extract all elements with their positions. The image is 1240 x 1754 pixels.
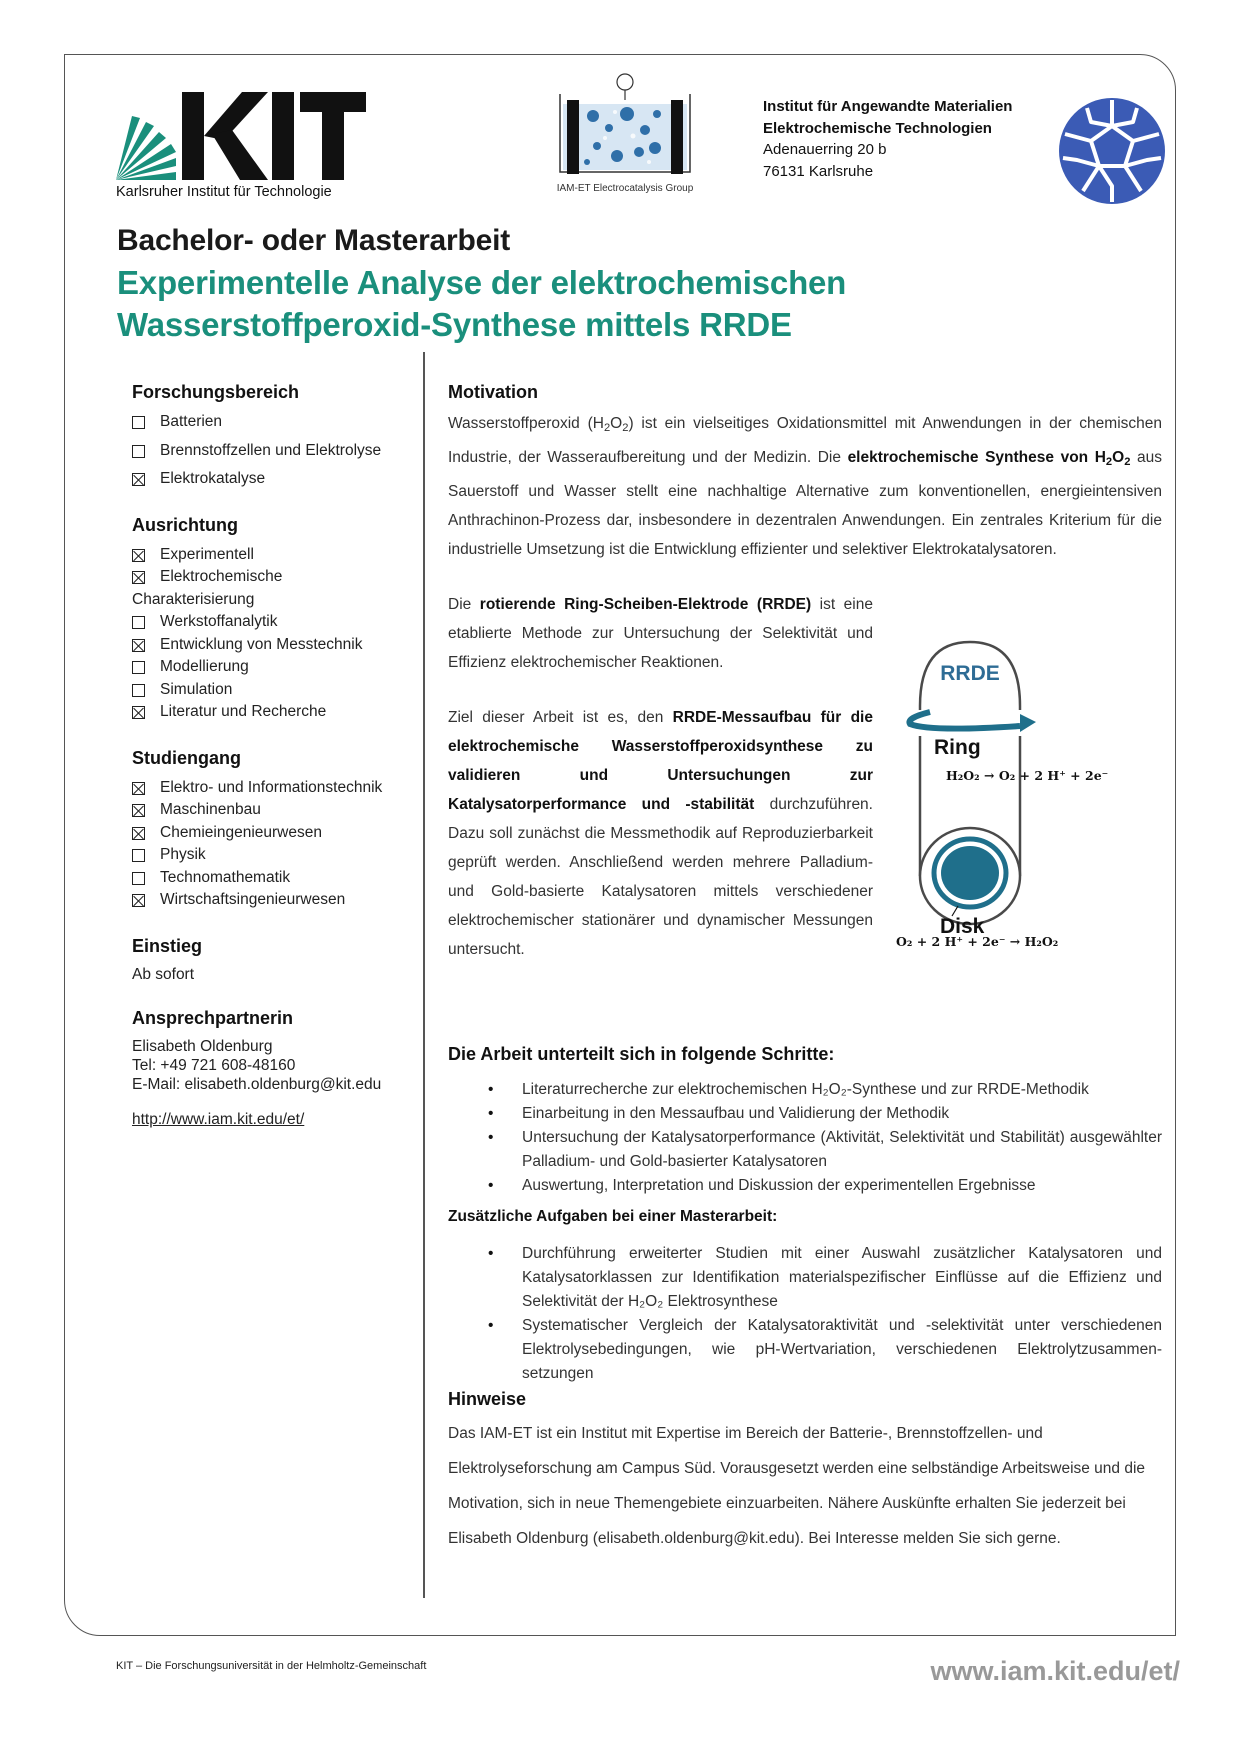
checkbox-label: Entwicklung von Messtechnik — [160, 635, 363, 653]
motivation-heading: Motivation — [448, 382, 538, 402]
section-heading: Ausrichtung — [132, 514, 238, 535]
checked-box-icon — [132, 894, 145, 907]
checked-box-icon — [132, 706, 145, 719]
study-section — [132, 748, 412, 912]
checkbox-item — [132, 822, 412, 845]
address-city: 76131 Karlsruhe — [763, 162, 874, 180]
checkbox-label: Elektrokatalyse — [160, 470, 266, 487]
sidebar — [132, 382, 412, 1153]
checkbox-item — [132, 867, 412, 890]
kit-logo-graphic — [116, 92, 366, 180]
rrde-title: RRDE — [940, 662, 1000, 685]
group-logo — [545, 70, 705, 200]
motivation-paragraph-2: Die rotierende Ring-Scheiben-Elektrode (RRDE) ist eine etablierte Methode zur Untersuchung der Selektivität und Effizienz elektrochemischer Reaktionen. — [448, 595, 873, 671]
rrde-diagram — [890, 640, 1150, 946]
section-heading: Einstieg — [132, 935, 203, 956]
institute-name: Institut für Angewandte Materialien — [763, 98, 1013, 115]
checkbox-label: Maschinenbau — [160, 801, 261, 818]
checkbox-item — [132, 566, 412, 589]
steps-list — [448, 1078, 1162, 1198]
checkbox-icon — [132, 849, 145, 862]
checked-box-icon — [132, 473, 145, 486]
section-heading: Studiengang — [132, 747, 241, 768]
checkbox-label: Batterien — [160, 413, 223, 430]
section-heading: Forschungsbereich — [132, 382, 300, 402]
thesis-title-line1: Experimentelle Analyse der elektrochemischen — [117, 264, 847, 301]
list-item: • Literaturrecherche zur elektrochemischen H₂O₂-Synthese und zur RRDE-Methodik — [448, 1078, 1162, 1102]
institute-link[interactable]: http://www.iam.kit.edu/et/ — [132, 1110, 305, 1128]
institute-address — [763, 96, 1012, 182]
thesis-type: Bachelor- oder Masterarbeit — [117, 224, 511, 257]
checkbox-icon — [132, 661, 145, 674]
checkbox-label: Simulation — [160, 680, 233, 698]
checkbox-item — [132, 611, 412, 634]
group-caption: IAM-ET Electrocatalysis Group — [556, 183, 694, 194]
checkbox-item — [132, 634, 412, 657]
footer-url[interactable]: www.iam.kit.edu/et/ — [930, 1656, 1180, 1686]
list-item: • Einarbeitung in den Messaufbau und Validierung der Methodik — [448, 1102, 1162, 1126]
checkbox-item — [132, 656, 412, 679]
checkbox-label: Literatur und Recherche — [160, 703, 327, 720]
start-section — [132, 936, 412, 984]
checkbox-label: Wirtschaftsingenieurwesen — [160, 891, 346, 908]
thesis-title-line2: Wasserstoffperoxid-Synthese mittels RRDE — [117, 306, 792, 343]
steps-heading: Die Arbeit unterteilt sich in folgende Schritte: — [448, 1044, 835, 1064]
focus-section — [132, 515, 412, 724]
contact-section — [132, 1008, 412, 1129]
checkbox-label: Chemieingenieurwesen — [160, 823, 322, 841]
checked-box-icon — [132, 639, 145, 652]
checkbox-item — [132, 679, 412, 702]
checked-box-icon — [132, 571, 145, 584]
power-icon — [617, 74, 633, 90]
checkbox-label: Werkstoffanalytik — [160, 613, 278, 630]
institute-department: Elektrochemische Technologien — [763, 119, 992, 137]
checkbox-item — [132, 844, 412, 867]
checkbox-icon — [132, 616, 145, 629]
column-divider — [423, 352, 425, 1598]
checkbox-item — [132, 468, 412, 491]
checkbox-label: Experimentell — [160, 545, 254, 563]
electrode-left — [567, 100, 579, 174]
ring-label: Ring — [934, 736, 981, 759]
list-item: • Auswertung, Interpretation und Diskussion der experimentellen Ergebnisse — [448, 1174, 1162, 1198]
checkbox-item — [132, 411, 412, 434]
checkbox-label: Elektro- und Informationstechnik — [160, 778, 383, 796]
kit-subtitle: Karlsruher Institut für Technologie — [116, 184, 332, 200]
checkbox-icon — [132, 416, 145, 429]
footer-tagline: KIT – Die Forschungsuniversität in der Helmholtz-Gemeinschaft — [116, 1660, 427, 1672]
checkbox-label-continued: Charakterisierung — [132, 590, 255, 608]
checkbox-item — [132, 889, 412, 912]
checked-box-icon — [132, 782, 145, 795]
contact-email: E-Mail: elisabeth.oldenburg@kit.edu — [132, 1075, 382, 1093]
ring-reaction: H₂O₂ → O₂ + 2 H⁺ + 2e⁻ — [946, 768, 1109, 783]
master-steps-list — [448, 1242, 1162, 1386]
checkbox-label: Brennstoffzellen und Elektrolyse — [160, 441, 382, 459]
motivation-paragraph-3: Ziel dieser Arbeit ist es, den RRDE-Messaufbau für die elektrochemische Wasserstoffperoxidsynthese zu validieren und Untersuchungen zur Katalysatorperformance und -stabilität durchzuführen. Dazu soll zunächst die Messmethodik auf Reproduzierbarkeit geprüft werden. Anschließend werden mehrere Palladium- und Gold-basierte Katalysatoren mittels verschiedener elektrochemischer stationärer und dynamischer Messungen untersucht. — [448, 708, 873, 958]
master-heading: Zusätzliche Aufgaben bei einer Masterarbeit: — [448, 1208, 778, 1225]
checkbox-label: Modellierung — [160, 658, 249, 675]
hints-heading: Hinweise — [448, 1389, 527, 1409]
electrode-right — [671, 100, 683, 174]
checkbox-item — [132, 701, 412, 724]
list-item: • Untersuchung der Katalysatorperformance (Aktivität, Selektivität und Stabilität) ausgewählter Palladium- und Gold-basierter Katalysatoren — [448, 1126, 1162, 1174]
research-section — [132, 382, 412, 491]
checkbox-icon — [132, 445, 145, 458]
disk-electrode — [941, 846, 999, 900]
checked-box-icon — [132, 827, 145, 840]
disk-reaction: O₂ + 2 H⁺ + 2e⁻ → H₂O₂ — [896, 934, 1059, 946]
checked-box-icon — [132, 804, 145, 817]
checkbox-icon — [132, 684, 145, 697]
list-item: • Systematischer Vergleich der Katalysatoraktivität und -selektivität unter verschiedenen Elektrolysebedingungen, wie pH-Wertvariation, verschiedenen Elektrolytzusammen-setzungen — [448, 1314, 1162, 1386]
thesis-title — [117, 262, 846, 346]
checkbox-item — [132, 799, 412, 822]
contact-phone: Tel: +49 721 608-48160 — [132, 1056, 296, 1074]
start-value: Ab sofort — [132, 965, 195, 983]
hints-paragraph: Das IAM-ET ist ein Institut mit Expertise im Bereich der Batterie-, Brennstoffzellen- und Elektrolyseforschung am Campus Süd. Vorausgesetzt werden eine selbständige Arbeitsweise und die Motivation, sich in neue Themengebiete einzuarbeiten. Nähere Auskünfte erhalten Sie jederzeit bei Elisabeth Oldenburg (elisabeth.oldenburg@kit.edu). Bei Interesse melden Sie sich gerne. — [448, 1425, 1146, 1547]
motivation-paragraph-1: Wasserstoffperoxid $(H_2O_2)$ ist ein vielseitiges Oxidationsmittel mit Anwendungen in der chemischen Industrie, der Wasseraufbereitung und der Medizin. Die elektrochemische Synthese von $H_2O_2$ aus Sauerstoff und Wasser stellt eine nachhaltige Alternative zum konventionellen, energieintensiven Anthrachinon-Prozess dar, insbesondere in dezentralen Anwendungen. Ein zentrales Kriterium für die industrielle Umsetzung ist die Entwicklung effizienter und selektiver Elektrokatalysatoren. — [448, 415, 1163, 558]
checkbox-item — [132, 440, 412, 463]
checkbox-icon — [132, 872, 145, 885]
contact-name: Elisabeth Oldenburg — [132, 1037, 273, 1055]
address-street: Adenauerring 20 b — [763, 141, 887, 158]
checked-box-icon — [132, 549, 145, 562]
section-heading: Ansprechpartnerin — [132, 1007, 294, 1028]
rotation-arrow — [909, 712, 1020, 729]
checkbox-item — [132, 777, 412, 800]
iam-ball-logo — [1057, 96, 1167, 206]
checkbox-item — [132, 544, 412, 567]
checkbox-label: Technomathematik — [160, 868, 291, 886]
disk-label: Disk — [940, 915, 985, 938]
list-item: • Durchführung erweiterter Studien mit einer Auswahl zusätzlicher Katalysatoren und Katalysatorklassen zur Identifikation materialspezifischer Einflüsse auf die Effizienz und Selektivität der H₂O₂ Elektrosynthese — [448, 1242, 1162, 1314]
checkbox-label: Physik — [160, 846, 206, 863]
rotation-arrow-head — [1020, 714, 1036, 732]
checkbox-label: Elektrochemische — [160, 568, 283, 585]
